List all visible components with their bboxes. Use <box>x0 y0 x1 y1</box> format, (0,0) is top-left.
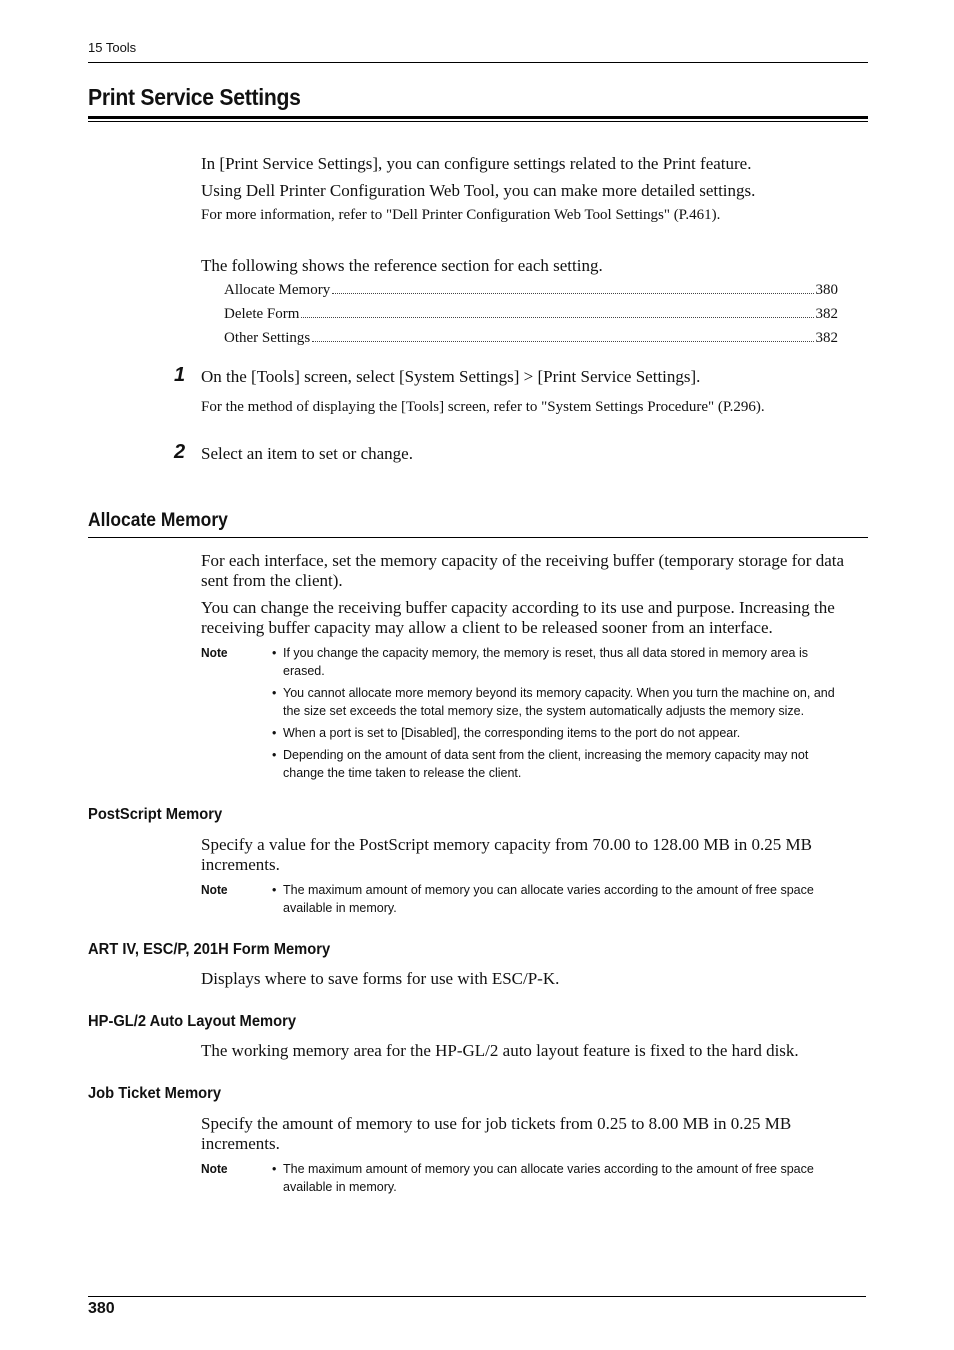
note-text: If you change the capacity memory, the memory is reset, thus all data stored in memory area is erased. <box>283 646 808 678</box>
toc-entry-other-settings[interactable] <box>224 329 838 347</box>
step-number-2: 2 <box>174 441 186 463</box>
intro-reference: For more information, refer to "Dell Printer Configuration Web Tool Settings" (P.461). <box>201 207 721 223</box>
bullet-icon: • <box>272 748 277 762</box>
note-label: Note <box>201 645 228 660</box>
hpgl-para: The working memory area for the HP-GL/2 auto layout feature is fixed to the hard disk. <box>201 1041 799 1060</box>
subsection-heading-job-ticket-memory: Job Ticket Memory <box>88 1085 222 1102</box>
allocate-para-1: For each interface, set the memory capacity of the receiving buffer (temporary storage for data sent from the client). <box>201 551 845 590</box>
toc-label: Allocate Memory <box>224 282 331 298</box>
note-text: The maximum amount of memory you can allocate varies according to the amount of free space available in memory. <box>283 1162 814 1194</box>
note-label: Note <box>201 882 228 897</box>
title-rule-thick <box>88 116 868 119</box>
note-label: Note <box>201 1161 228 1176</box>
allocate-para-2: You can change the receiving buffer capacity according to its use and purpose. Increasing the receiving buffer capacity may allow a client to be released sooner from an interface. <box>201 598 835 637</box>
intro-line-2: Using Dell Printer Configuration Web Tool, you can make more detailed settings. <box>201 181 756 200</box>
bullet-icon: • <box>272 726 277 740</box>
title-rule-thin <box>88 121 868 122</box>
toc-entry-delete-form[interactable] <box>224 305 838 323</box>
postscript-para: Specify a value for the PostScript memory capacity from 70.00 to 128.00 MB in 0.25 MB increments. <box>201 835 812 874</box>
note-item <box>272 882 852 917</box>
note-item <box>272 1161 852 1196</box>
step-2-text: Select an item to set or change. <box>201 444 413 463</box>
art-para: Displays where to save forms for use with ESC/P-K. <box>201 969 560 988</box>
note-text: The maximum amount of memory you can allocate varies according to the amount of free space available in memory. <box>283 883 814 915</box>
section-heading-allocate-memory: Allocate Memory <box>88 510 228 531</box>
page-title: Print Service Settings <box>88 84 301 110</box>
note-text: You cannot allocate more memory beyond its memory capacity. When you turn the machine on, and the size set exceeds the total memory size, the system automatically adjusts the memory size. <box>283 686 835 718</box>
note-item <box>272 685 852 720</box>
note-item <box>272 725 852 743</box>
subsection-heading-art-form-memory: ART IV, ESC/P, 201H Form Memory <box>88 941 331 958</box>
running-header: 15 Tools <box>88 40 137 55</box>
note-item <box>272 645 852 680</box>
header-rule <box>88 62 868 63</box>
section-rule <box>88 537 868 538</box>
step-1-text: On the [Tools] screen, select [System Settings] > [Print Service Settings]. <box>201 367 701 386</box>
toc-page: 380 <box>815 282 838 298</box>
bullet-icon: • <box>272 1162 277 1176</box>
toc-lead: The following shows the reference section for each setting. <box>201 256 603 275</box>
note-text: Depending on the amount of data sent from the client, increasing the memory capacity may not change the time taken to release the client. <box>283 748 809 780</box>
toc-entry-allocate-memory[interactable] <box>224 281 838 299</box>
step-1-subtext: For the method of displaying the [Tools] screen, refer to "System Settings Procedure" (P.296). <box>201 399 765 415</box>
toc-page: 382 <box>815 306 838 322</box>
footer-rule <box>88 1296 866 1297</box>
toc-label: Delete Form <box>224 306 300 322</box>
bullet-icon: • <box>272 686 277 700</box>
toc-leader <box>301 317 813 318</box>
toc-leader <box>312 341 813 342</box>
toc-page: 382 <box>815 330 838 346</box>
toc-label: Other Settings <box>224 330 311 346</box>
bullet-icon: • <box>272 883 277 897</box>
note-text: When a port is set to [Disabled], the corresponding items to the port do not appear. <box>283 726 741 740</box>
note-item <box>272 747 852 782</box>
jobticket-para: Specify the amount of memory to use for job tickets from 0.25 to 8.00 MB in 0.25 MB increments. <box>201 1114 792 1153</box>
intro-line-1: In [Print Service Settings], you can configure settings related to the Print feature. <box>201 154 752 173</box>
toc-leader <box>332 293 813 294</box>
bullet-icon: • <box>272 646 277 660</box>
step-number-1: 1 <box>174 364 186 386</box>
subsection-heading-hpgl-memory: HP-GL/2 Auto Layout Memory <box>88 1013 297 1030</box>
page-number: 380 <box>88 1300 115 1317</box>
subsection-heading-postscript-memory: PostScript Memory <box>88 806 223 823</box>
